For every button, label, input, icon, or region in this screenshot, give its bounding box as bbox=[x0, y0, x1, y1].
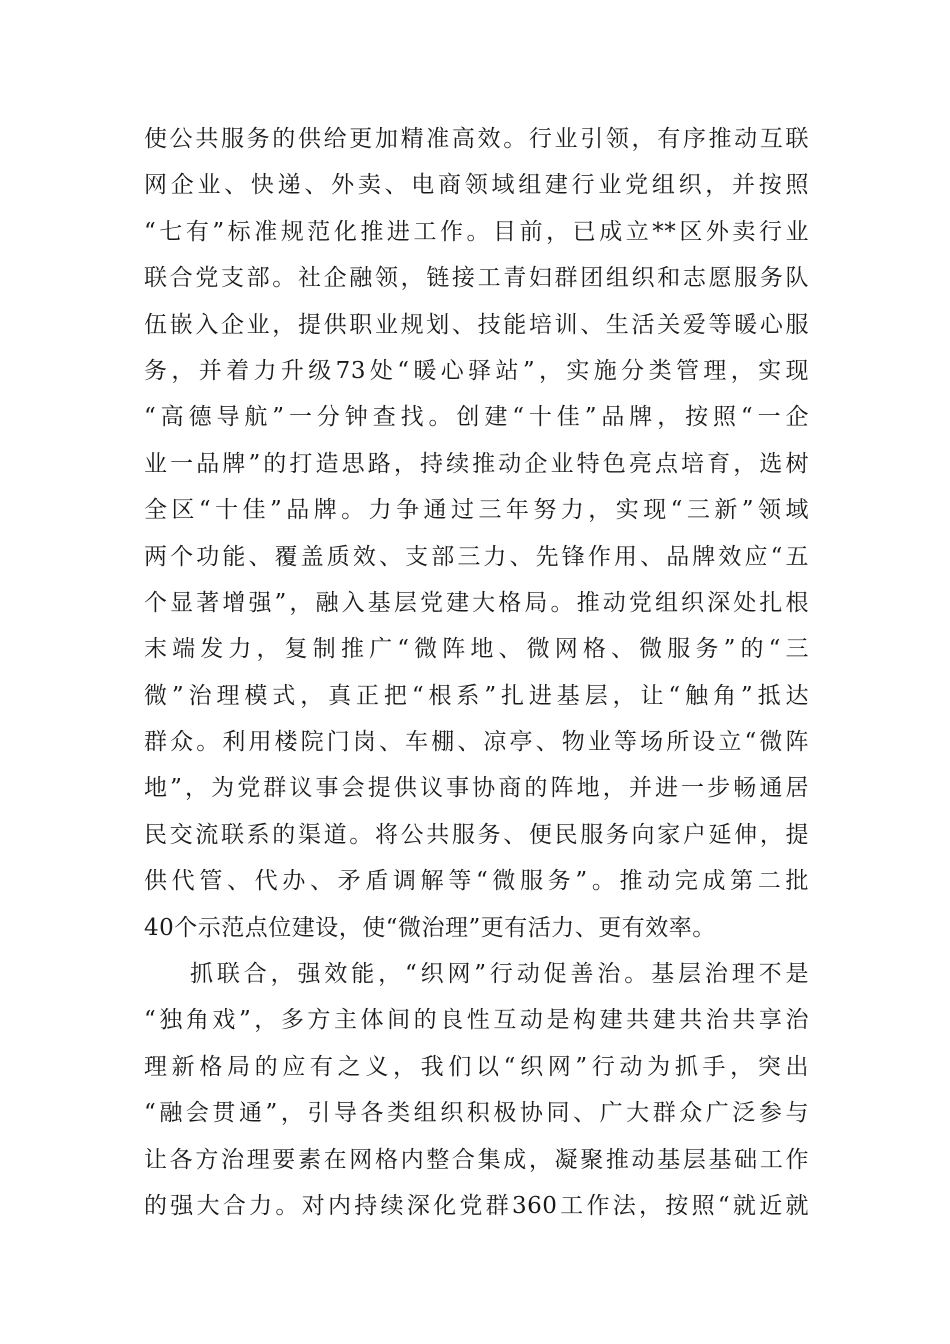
text-line: 个显著增强”，融入基层党建大格局。推动党组织深处扎根 bbox=[144, 589, 809, 616]
text-line: 40个示范点位建设，使“微治理”更有活力、更有效率。 bbox=[144, 914, 716, 941]
text-line: 抓联合，强效能，“织网”行动促善治。基层治理不是 bbox=[190, 961, 809, 988]
text-line: 两个功能、覆盖质效、支部三力、先锋作用、品牌效应“五 bbox=[144, 543, 809, 570]
text-line: 联合党支部。社企融领，链接工青妇群团组织和志愿服务队 bbox=[144, 265, 809, 292]
text-line: 地”，为党群议事会提供议事协商的阵地，并进一步畅通居 bbox=[144, 775, 809, 802]
text-line: 务，并着力升级73处“暖心驿站”，实施分类管理，实现 bbox=[144, 357, 809, 384]
text-line: 伍嵌入企业，提供职业规划、技能培训、生活关爱等暖心服 bbox=[144, 311, 809, 338]
text-line: “独角戏”，多方主体间的良性互动是构建共建共治共享治 bbox=[144, 1007, 809, 1034]
text-line: 群众。利用楼院门岗、车棚、凉亭、物业等场所设立“微阵 bbox=[144, 729, 809, 756]
text-line: 供代管、代办、矛盾调解等“微服务”。推动完成第二批 bbox=[144, 868, 809, 895]
text-line: 让各方治理要素在网格内整合集成，凝聚推动基层基础工作 bbox=[144, 1146, 809, 1173]
body-text bbox=[144, 116, 809, 1229]
text-line: 民交流联系的渠道。将公共服务、便民服务向家户延伸，提 bbox=[144, 821, 809, 848]
text-line: 全区“十佳”品牌。力争通过三年努力，实现“三新”领域 bbox=[144, 497, 809, 524]
text-line: 的强大合力。对内持续深化党群360工作法，按照“就近就 bbox=[144, 1192, 809, 1219]
text-line: “七有”标准规范化推进工作。目前，已成立**区外卖行业 bbox=[144, 218, 809, 245]
text-line: 业一品牌”的打造思路，持续推动企业特色亮点培育，选树 bbox=[144, 450, 809, 477]
text-line: 末端发力，复制推广“微阵地、微网格、微服务”的“三 bbox=[144, 636, 809, 663]
text-line: 理新格局的应有之义，我们以“织网”行动为抓手，突出 bbox=[144, 1053, 809, 1080]
text-line: “融会贯通”，引导各类组织积极协同、广大群众广泛参与 bbox=[144, 1100, 809, 1127]
text-line: 网企业、快递、外卖、电商领域组建行业党组织，并按照 bbox=[144, 172, 809, 199]
text-line: 使公共服务的供给更加精准高效。行业引领，有序推动互联 bbox=[144, 126, 809, 152]
text-line: “高德导航”一分钟查找。创建“十佳”品牌，按照“一企 bbox=[144, 404, 809, 431]
text-line: 微”治理模式，真正把“根系”扎进基层，让“触角”抵达 bbox=[144, 682, 809, 709]
